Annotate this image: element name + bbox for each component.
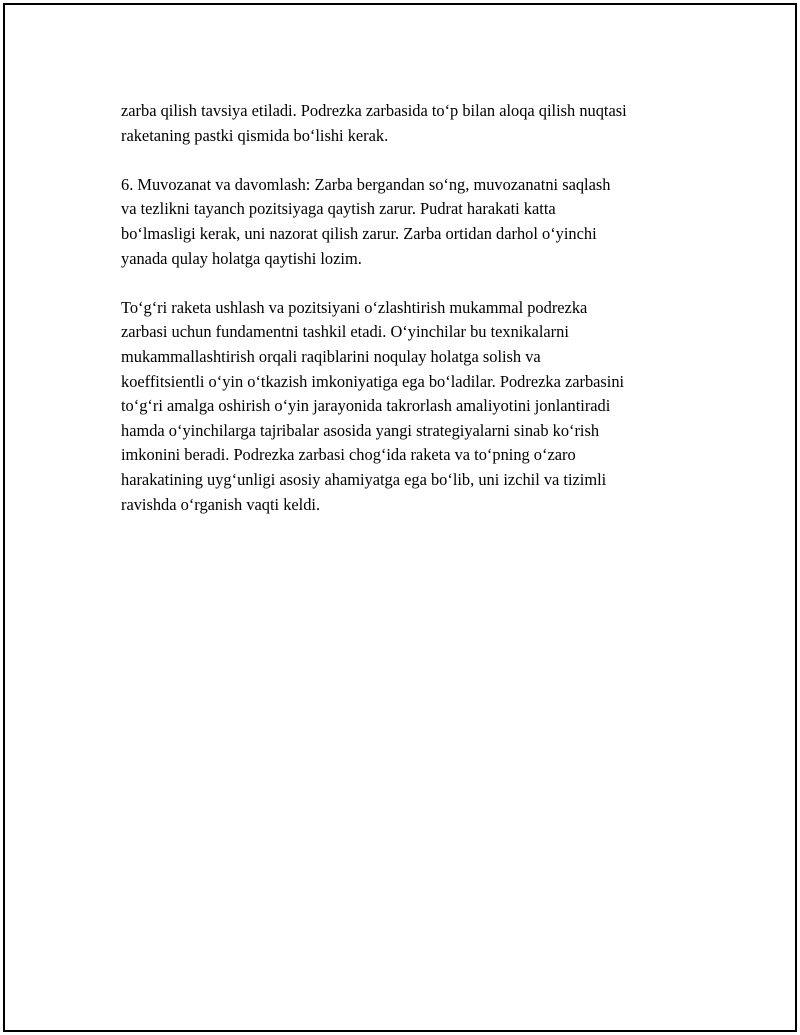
text-line: yanada qulay holatga qaytishi lozim. <box>121 248 362 268</box>
page-content <box>121 99 701 542</box>
text-line: va tezlikni tayanch pozitsiyaga qaytish zarur. Pudrat harakati katta <box>121 199 556 219</box>
text-line: 6. Muvozanat va davomlash: Zarba bergandan so‘ng, muvozanatni saqlash <box>121 174 611 194</box>
paragraph-3 <box>121 296 701 517</box>
text-line: zarbasi uchun fundamentni tashkil etadi. O‘yinchilar bu texnikalarni <box>121 322 569 342</box>
paragraph-1 <box>121 99 701 148</box>
text-line: imkonini beradi. Podrezka zarbasi chog‘ida raketa va to‘pning o‘zaro <box>121 445 576 465</box>
text-line: zarba qilish tavsiya etiladi. Podrezka zarbasida to‘p bilan aloqa qilish nuqtasi <box>121 101 627 120</box>
text-line: koeffitsientli o‘yin o‘tkazish imkoniyatiga ega bo‘ladilar. Podrezka zarbasini <box>121 371 625 391</box>
text-line: to‘g‘ri amalga oshirish o‘yin jarayonida takrorlash amaliyotini jonlantiradi <box>121 396 611 416</box>
paragraph-2 <box>121 173 701 271</box>
text-line: harakatining uyg‘unligi asosiy ahamiyatga ega bo‘lib, uni izchil va tizimli <box>121 469 607 489</box>
text-line: ravishda o‘rganish vaqti keldi. <box>121 494 321 514</box>
text-line: mukammallashtirish orqali raqiblarini noqulay holatga solish va <box>121 346 541 366</box>
text-line: hamda o‘yinchilarga tajribalar asosida yangi strategiyalarni sinab ko‘rish <box>121 420 600 440</box>
text-line: raketaning pastki qismida bo‘lishi kerak. <box>121 125 389 145</box>
text-line: To‘g‘ri raketa ushlash va pozitsiyani o‘zlashtirish mukammal podrezka <box>121 297 588 317</box>
text-line: bo‘lmasligi kerak, uni nazorat qilish zarur. Zarba ortidan darhol o‘yinchi <box>121 223 597 243</box>
page-frame <box>3 3 797 1032</box>
